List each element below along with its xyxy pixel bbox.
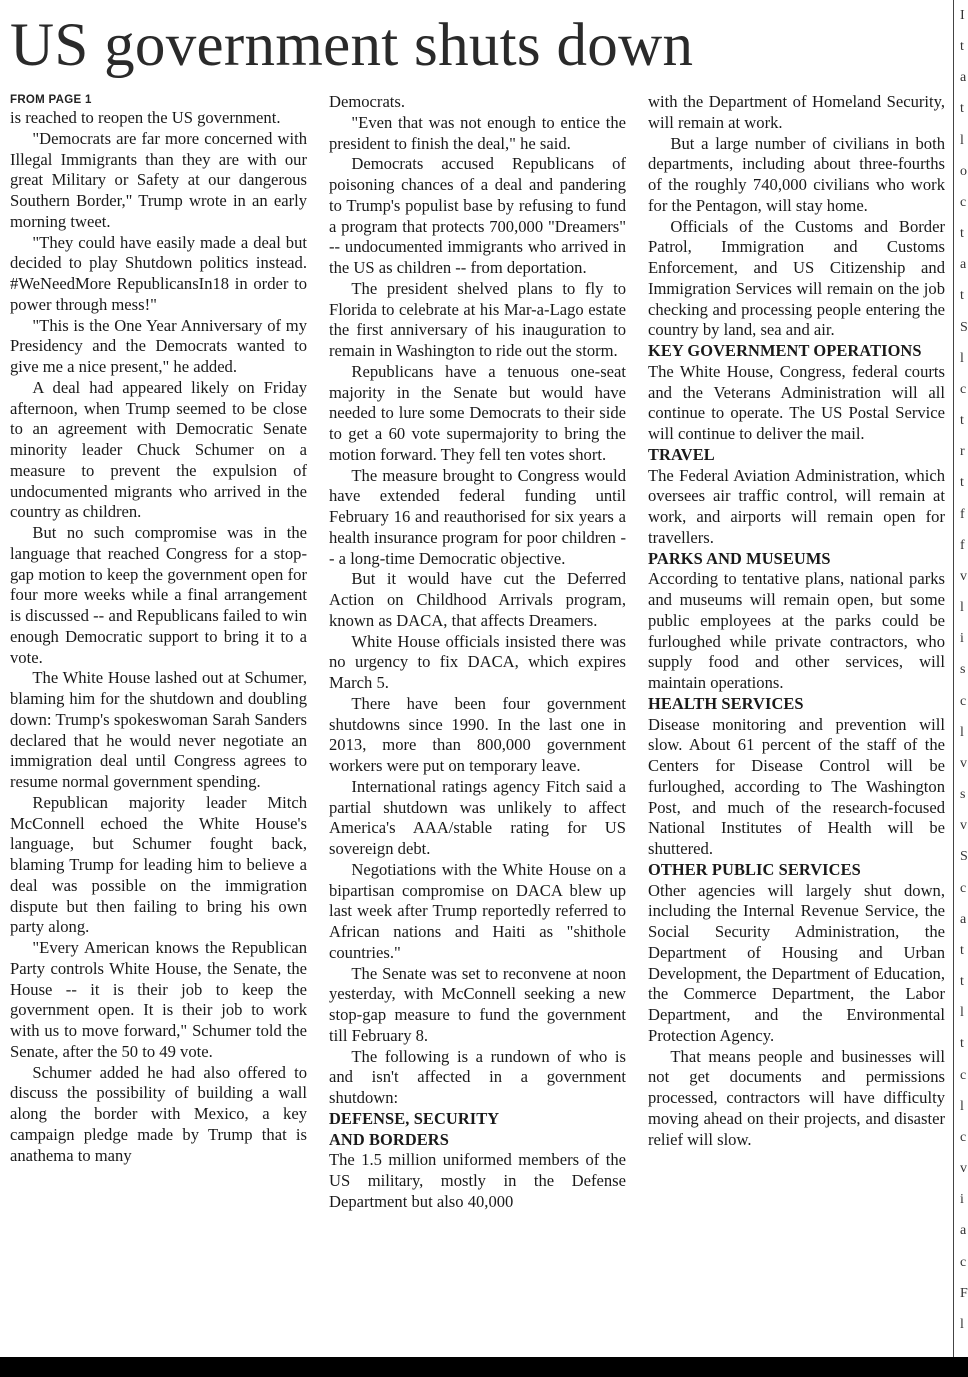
paragraph: According to tentative plans, national parks and museums will remain open, but some public employees at the parks could be furloughed while private contractors, who supply food and other services, will maintain operations. [648, 569, 945, 692]
paragraph: A deal had appeared likely on Friday afternoon, when Trump seemed to be close to an agreement with Democratic Senate minority leader Chuck Schumer on a measure to prevent the expulsion of undocumented migrants who arrived in the country as children. [10, 377, 307, 522]
adjacent-text-fragment: l [960, 600, 964, 616]
paragraph: "Democrats are far more concerned with Illegal Immigrants than they are with our great Military or Safety at our dangerous Southern Border," Trump wrote in an early morning tweet. [10, 128, 307, 231]
adjacent-text-fragment: o [960, 163, 967, 179]
paragraph: The 1.5 million uniformed members of the US military, mostly in the Defense Department but also 40,000 [329, 1150, 626, 1211]
adjacent-text-fragment: S [960, 319, 968, 335]
paragraph: The White House lashed out at Schumer, blaming him for the shutdown and doubling down: Trump's spokeswoman Sarah Sanders declared that he would never negotiate an immigration deal until Congress agrees to resume normal government spending. [10, 668, 307, 791]
paragraph: with the Department of Homeland Security, will remain at work. [648, 92, 945, 132]
adjacent-text-fragment: F [960, 1285, 968, 1301]
adjacent-text-fragment: a [960, 911, 967, 927]
adjacent-text-fragment: t [960, 974, 964, 990]
adjacent-text-fragment: l [960, 1316, 964, 1332]
paragraph: International ratings agency Fitch said a partial shutdown was unlikely to affect America's AAA/stable rating for US sovereign debt. [329, 776, 626, 858]
paragraph: Republican majority leader Mitch McConnell echoed the White House's language, but Schumer fought back, blaming Trump for leading him to believe a deal was possible on the immigration dispute but then failing to bring his own party along. [10, 792, 307, 937]
adjacent-text-fragment: c [960, 194, 967, 210]
adjacent-text-fragment: f [960, 506, 965, 522]
paragraph: Other agencies will largely shut down, including the Internal Revenue Service, the Social Security Administration, the Department of Housing and Urban Development, the Department of Education, the Commerce Department, the Labor Department, and the Environmental Protection Agency. [648, 880, 945, 1045]
adjacent-text-fragment: l [960, 1098, 964, 1114]
paragraph: There have been four government shutdowns since 1990. In the last one in 2013, more than 800,000 government workers were put on temporary leave. [329, 693, 626, 775]
paragraph: But no such compromise was in the language that reached Congress for a stop-gap motion to keep the government open for four more weeks while a final arrangement is discussed -- and Republicans failed to win enough Democratic support to bring it to a vote. [10, 523, 307, 667]
adjacent-text-fragment: v [960, 568, 967, 584]
article-column-3 [648, 92, 945, 1150]
adjacent-text-fragment: c [960, 693, 967, 709]
adjacent-text-fragment: t [960, 475, 964, 491]
paragraph: The White House, Congress, federal courts and the Veterans Administration will all continue to operate. The US Postal Service will continue to deliver the mail. [648, 361, 945, 443]
adjacent-text-fragment: v [960, 755, 967, 771]
paragraph: The following is a rundown of who is and isn't affected in a government shutdown: [329, 1046, 626, 1107]
adjacent-text-fragment: a [960, 257, 967, 273]
paragraph: Republicans have a tenuous one-seat majority in the Senate but would have needed to lure some Democrats to their side to get a 60 vote supermajority to bring the motion forward. They fell ten votes short. [329, 361, 626, 464]
paragraph: "Every American knows the Republican Party controls White House, the Senate, the House -- it is their job to keep the government open. It is their job to work with us to move forward," Schumer told the Senate, after the 50 to 49 vote. [10, 938, 307, 1061]
paragraph: The Senate was set to reconvene at noon yesterday, with McConnell seeking a new stop-gap measure to fund the government till February 8. [329, 963, 626, 1045]
adjacent-text-fragment: S [960, 849, 968, 865]
adjacent-text-fragment: s [960, 662, 966, 678]
paragraph: "This is the One Year Anniversary of my Presidency and the Democrats wanted to give me a nice present," he added. [10, 315, 307, 376]
section-heading: PARKS AND MUSEUMS [648, 548, 831, 568]
paragraph: "They could have easily made a deal but decided to play Shutdown politics instead. #WeNeedMore RepublicansIn18 in order to power through mess!" [10, 232, 307, 314]
paragraph: Officials of the Customs and Border Patrol, Immigration and Customs Enforcement, and US Citizenship and Immigration Services will remain on the job checking and processing people entering the country by land, sea and air. [648, 216, 945, 340]
paragraph: Negotiations with the White House on a bipartisan compromise on DACA blew up last week after Trump reportedly referred to African nations and Haiti as "shithole countries." [329, 859, 626, 962]
adjacent-text-fragment: i [960, 631, 964, 647]
adjacent-text-fragment: v [960, 818, 967, 834]
adjacent-text-fragment: i [960, 1192, 964, 1208]
adjacent-text-fragment: l [960, 132, 964, 148]
paragraph: Democrats. [329, 92, 406, 111]
paragraph: The president shelved plans to fly to Florida to celebrate at his Mar-a-Lago estate the first anniversary of his inauguration to remain in Washington to ride out the storm. [329, 278, 626, 360]
adjacent-text-fragment: c [960, 880, 967, 896]
paragraph: That means people and businesses will not get documents and permissions processed, contractors will have difficulty moving ahead on their projects, and disaster relief will slow. [648, 1046, 945, 1149]
section-heading: KEY GOVERNMENT OPERATIONS [648, 341, 922, 360]
adjacent-text-fragment: t [960, 101, 964, 117]
adjacent-text-fragment: c [960, 381, 967, 397]
adjacent-text-fragment: a [960, 70, 967, 86]
from-page-label: FROM PAGE 1 [10, 94, 92, 106]
article-column-2 [329, 92, 626, 1213]
adjacent-text-fragment: t [960, 1036, 964, 1052]
adjacent-text-fragment: r [960, 444, 965, 460]
adjacent-text-fragment: a [960, 1223, 967, 1239]
adjacent-text-fragment: t [960, 288, 964, 304]
section-heading: OTHER PUBLIC SERVICES [648, 859, 861, 879]
adjacent-text-fragment: t [960, 226, 964, 242]
section-heading: AND BORDERS [329, 1129, 449, 1149]
paragraph: The Federal Aviation Administration, which oversees air traffic control, will remain at work, and airports will remain open for travellers. [648, 465, 945, 547]
adjacent-text-fragment: s [960, 787, 966, 803]
paragraph: Disease monitoring and prevention will slow. About 61 percent of the staff of the Centers for Disease Control will be furloughed, according to The Washington Post, and much of the research-focused National Institutes of Health will be shuttered. [648, 714, 945, 858]
adjacent-text-fragment: f [960, 537, 965, 553]
adjacent-text-fragment: c [960, 1067, 967, 1083]
adjacent-text-fragment: v [960, 1161, 967, 1177]
article-column-1 [10, 92, 307, 1166]
paragraph: White House officials insisted there was no urgency to fix DACA, which expires March 5. [329, 631, 626, 692]
section-heading: TRAVEL [648, 444, 715, 464]
paragraph: Schumer added he had also offered to discuss the possibility of building a wall along the border with Mexico, a key campaign pledge made by Trump that is anathema to many [10, 1062, 307, 1165]
adjacent-article-fragment [953, 0, 968, 1357]
adjacent-text-fragment: t [960, 413, 964, 429]
paragraph: is reached to reopen the US government. [10, 108, 281, 127]
paragraph: The measure brought to Congress would have extended federal funding until February 16 and reauthorised for six years a health insurance program for poor children -- a long-time Democratic objective. [329, 465, 626, 568]
adjacent-text-fragment: c [960, 1254, 967, 1270]
section-heading: DEFENSE, SECURITY [329, 1108, 500, 1128]
adjacent-text-fragment: I [960, 8, 965, 23]
page-bottom-edge [0, 1357, 968, 1377]
adjacent-text-fragment: l [960, 724, 964, 740]
adjacent-text-fragment: t [960, 942, 964, 958]
paragraph: "Even that was not enough to entice the president to finish the deal," he said. [329, 112, 626, 153]
section-heading: HEALTH SERVICES [648, 693, 804, 713]
paragraph: Democrats accused Republicans of poisoning chances of a deal and pandering to Trump's populist base by refusing to fund a program that protects 700,000 "Dreamers" -- undocumented immigrants who arrived in the US as children -- from deportation. [329, 154, 626, 277]
paragraph: But it would have cut the Deferred Action on Childhood Arrivals program, known as DACA, that affects Dreamers. [329, 569, 626, 630]
adjacent-text-fragment: c [960, 1129, 967, 1145]
headline: US government shuts down [10, 12, 694, 79]
adjacent-text-fragment: l [960, 1005, 964, 1021]
adjacent-text-fragment: t [960, 39, 964, 55]
adjacent-text-fragment: l [960, 350, 964, 366]
paragraph: But a large number of civilians in both departments, including about three-fourths of the roughly 740,000 civilians who work for the Pentagon, will stay home. [648, 133, 945, 215]
